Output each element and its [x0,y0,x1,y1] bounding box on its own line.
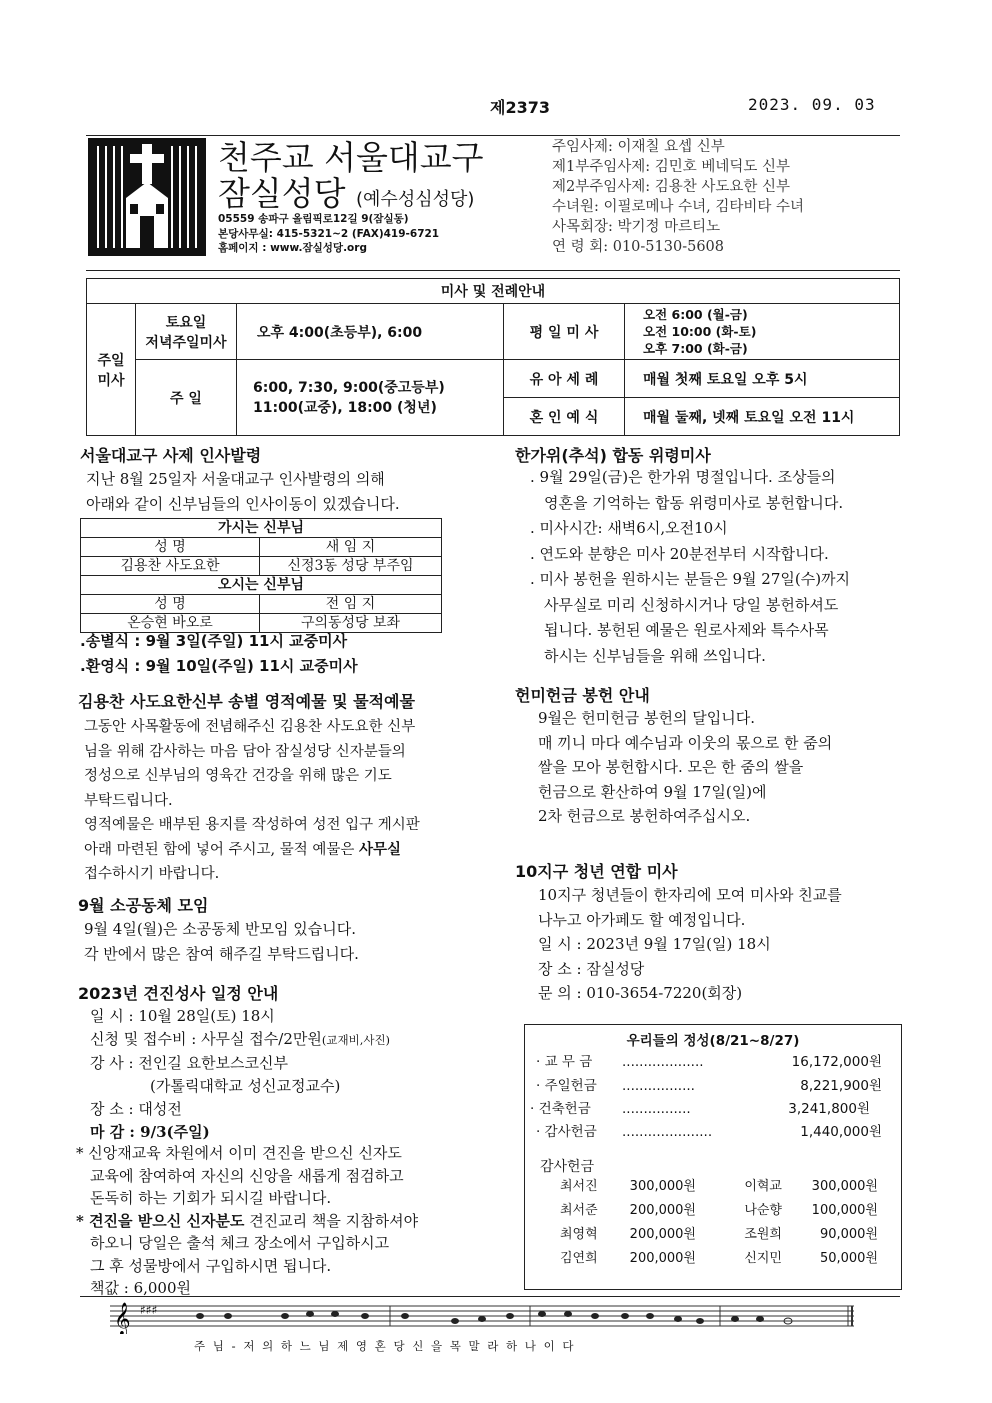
offering-label: · 감사헌금 [536,1124,597,1140]
svg-text:𝄞: 𝄞 [114,1302,131,1334]
staff-list [552,137,804,257]
phone-line: 본당사무실: 415-5321~2 (FAX)419-6721 [218,227,440,240]
body-line: 문 의 : 010-3654-7220(회장) [538,984,743,1002]
donor-amount: 100,000원 [811,1203,878,1218]
saturday-evening-label: 저녁주일미사 [145,334,227,351]
body-line: 일 시 : 2023년 9월 17일(일) 18시 [538,935,771,953]
staff-item: 사목회장: 박기정 마르티노 [552,219,721,235]
issue-number: 제2373 [490,98,550,117]
donor-name: 최영혁 [560,1227,598,1242]
weekday-time: 오전 10:00 (화-토) [643,324,757,339]
offering-dots: ................... [622,1054,704,1070]
body-line: 강 사 : 전인길 요한보스코신부 [90,1054,289,1072]
staff-item: 제1부주임사제: 김민호 베네딕도 신부 [552,159,791,175]
col-new-post: 새 임 지 [260,538,442,557]
website-line: 홈페이지 : www.잠실성당.org [218,242,367,254]
donor-amount: 50,000원 [819,1251,878,1266]
body-line: (가톨릭대학교 성신교정교수) [150,1077,341,1095]
coming-post: 구의동성당 보좌 [260,614,442,633]
body-line: 나누고 아가페도 할 예정입니다. [538,910,746,929]
coming-name: 온승현 바오로 [81,614,260,633]
offering-amount: 3,241,800원 [788,1101,870,1117]
body-line: 2차 헌금으로 봉헌하여주십시오. [538,807,751,825]
infant-baptism-time: 매월 첫째 토요일 오후 5시 [625,360,900,398]
offering-dots: ................ [622,1101,691,1117]
confirmation-body [90,1005,390,1144]
body-line: 님을 위해 감사하는 마음 담아 잠실성당 신자분들의 [84,743,406,760]
staff-item: 수녀원: 이필로메나 수녀, 김타비타 수녀 [552,199,805,215]
section-title-community: 9월 소공동체 모임 [78,896,209,915]
sunday-time: 6:00, 7:30, 9:00(중고등부) [253,379,445,396]
offering-amount: 1,440,000원 [800,1124,882,1140]
donor-name: 이혁교 [744,1179,782,1194]
donor-amount: 300,000원 [629,1179,696,1194]
offering-dots: ..................... [622,1124,713,1140]
donor-amount: 200,000원 [629,1251,696,1266]
offering-label: · 건축헌금 [530,1101,591,1117]
youth-mass-body [538,883,842,1006]
donor-grid [560,1175,878,1271]
body-line: 장 소 : 대성전 [90,1100,182,1118]
body-line: 그동안 사목활동에 전념해주신 김용찬 사도요한 신부 [84,719,416,735]
body-line: 9월 4일(월)은 소공동체 반모임 있습니다. [84,920,356,938]
body-line: 하시는 신부님들을 위해 쓰입니다. [544,646,766,665]
saturday-label: 토요일 [165,314,207,331]
community-body [84,917,359,966]
hymn-lyrics: 주 님 - 저 의 하 느 님 제 영 혼 당 신 을 목 말 라 하 나 이 다 [194,1339,576,1353]
col-prev-post: 전 임 지 [260,595,442,614]
appointment-table [80,518,442,633]
body-line: 매 끼니 마다 예수님과 이웃의 몫으로 한 줌의 [538,733,833,752]
donor-title: 감사헌금 [540,1159,595,1175]
donor-amount: 300,000원 [811,1179,878,1194]
note-line: * 신앙재교육 차원에서 이미 견진을 받으신 신자도 [76,1144,402,1162]
donor-name: 신지민 [744,1251,782,1266]
note-line: 하오니 당일은 출석 체크 장소에서 구입하시고 [90,1234,390,1252]
body-line: 영적예물은 배부된 용지를 작성하여 성전 입구 게시판 [84,817,420,833]
offering-amount: 16,172,000원 [791,1054,882,1070]
donor-name: 나순향 [744,1203,782,1218]
weekday-time: 오전 6:00 (월-금) [643,307,748,322]
confirmation-notes [76,1142,418,1300]
footer-rule [80,1296,900,1297]
parish-name-line1: 천주교 서울대교구 [218,138,484,177]
svg-text:♯♯♯: ♯♯♯ [140,1303,158,1317]
body-line: 아래 마련된 함에 넣어 주시고, 물적 예물은 [84,841,355,858]
parish-title [218,140,484,218]
note-line: 교육에 참여하여 자신의 신앙을 새롭게 점검하고 [90,1166,404,1185]
donor-row [560,1175,878,1199]
offering-row [530,1097,870,1117]
body-line: 10지구 청년들이 한자리에 모여 미사와 친교를 [538,886,842,904]
body-line: 접수하시기 바랍니다. [84,866,220,882]
staff-item: 제2부주임사제: 김용찬 사도요한 신부 [552,179,791,195]
fee-note: (교재비,사진) [321,1033,391,1047]
donor-amount: 200,000원 [629,1227,696,1242]
sunday-time: 11:00(교중), 18:00 (청년) [253,399,437,416]
note-line: 돈독히 하는 기회가 되시길 바랍니다. [90,1189,332,1207]
going-name: 김용찬 사도요한 [81,557,260,576]
going-header: 가시는 신부님 [81,519,442,538]
body-line: 각 반에서 많은 참여 해주길 부탁드립니다. [84,944,359,963]
donor-row [560,1247,878,1271]
offerings-title: 우리들의 정성(8/21~8/27) [626,1033,800,1049]
body-line: . 연도와 분향은 미사 20분전부터 시작합니다. [530,544,829,563]
going-post: 신정3동 성당 부주임 [260,557,442,576]
staff-item: 주임사제: 이재칠 요셉 신부 [552,139,725,155]
note-line: 그 후 성물방에서 구입하시면 됩니다. [90,1256,332,1275]
coming-header: 오시는 신부님 [81,576,442,595]
section-title-confirmation: 2023년 견진성사 일정 안내 [78,984,279,1003]
chuseok-body [530,465,850,669]
infant-baptism-label: 유 아 세 례 [504,360,625,398]
book-price: 책값 : 6,000원 [90,1279,192,1297]
body-line: 9월은 헌미헌금 봉헌의 달입니다. [538,709,755,727]
body-line: 신청 및 접수비 : 사무실 접수/2만원 [90,1030,322,1048]
body-line: 아래와 같이 신부님들의 인사이동이 있겠습니다. [86,494,400,513]
issue-date: 2023. 09. 03 [748,95,876,114]
mass-schedule-table [86,278,900,436]
section-title-offerings: 김용찬 사도요한신부 송별 영적예물 및 물적예물 [78,692,415,711]
note-bold: * 견진을 받으신 신자분도 [76,1211,245,1230]
section-title-appointments: 서울대교구 사제 인사발령 [80,446,262,465]
donor-amount: 90,000원 [819,1227,878,1242]
body-line: . 미사 봉헌을 원하시는 분들은 9월 27일(수)까지 [530,570,851,588]
section-title-rice-offering: 헌미헌금 봉헌 안내 [515,686,650,705]
donor-row [560,1199,878,1223]
note-line: 견진교리 책을 지참하셔야 [244,1211,419,1230]
body-line: 쌀을 모아 봉헌합시다. 모은 한 줌의 쌀을 [538,758,804,776]
sunday-mass-label: 주일 미사 [87,304,136,436]
music-staff [110,1298,854,1352]
parish-subname: (예수성심성당) [356,189,475,210]
col-name: 성 명 [81,538,260,557]
donor-row [560,1223,878,1247]
farewell-line: .송별식 : 9월 3일(주일) 11시 교중미사 [80,632,348,650]
body-line: 부탁드립니다. [84,792,173,809]
body-line: 사무실로 미리 신청하시거나 당일 봉헌하셔도 [544,595,839,614]
offering-row [536,1050,882,1070]
offering-label: · 교 무 금 [536,1054,593,1070]
donor-name: 조원희 [744,1227,782,1242]
section-title-youth-mass: 10지구 청년 연합 미사 [515,862,678,881]
body-line: 영혼을 기억하는 합동 위령미사로 봉헌합니다. [544,493,844,512]
donor-name: 최서준 [560,1203,598,1218]
body-line: . 9월 29일(금)은 한가위 명절입니다. 조상들의 [530,468,836,486]
appointments-body [86,467,400,516]
office-emphasis: 사무실 [359,840,402,858]
offerings-body [84,715,420,887]
rice-offering-body [538,706,832,829]
body-line: 장 소 : 잠실성당 [538,959,645,978]
col-name: 성 명 [81,595,260,614]
section-title-chuseok: 한가위(추석) 합동 위령미사 [515,446,711,465]
donor-name: 김연희 [560,1251,598,1266]
offering-row [536,1120,882,1140]
staff-lines [110,1298,854,1334]
parish-address [218,212,439,256]
header-top-rule [86,135,900,136]
donor-amount: 200,000원 [629,1203,696,1218]
body-line: 지난 8월 25일자 서울대교구 인사발령의 의해 [86,470,385,488]
body-line: 일 시 : 10월 28일(토) 18시 [90,1007,275,1025]
ceremony-dates [80,629,358,678]
parish-name-line2: 잠실성당 [218,174,346,213]
wedding-time: 매월 둘째, 넷째 토요일 오전 11시 [625,398,900,436]
weekday-time: 오후 7:00 (화-금) [643,341,748,356]
wedding-label: 혼 인 예 식 [504,398,625,436]
offering-dots: ................. [622,1078,695,1094]
saturday-times: 오후 4:00(초등부), 6:00 [237,304,504,360]
offering-row [536,1074,882,1094]
welcome-line: .환영식 : 9월 10일(주일) 11시 교중미사 [80,656,358,675]
body-line: . 미사시간: 새벽6시,오전10시 [530,519,728,537]
body-line: 정성으로 신부님의 영육간 건강을 위해 많은 기도 [84,768,392,784]
sunday-label: 주 일 [136,360,237,436]
body-line: 헌금으로 환산하여 9월 17일(일)에 [538,782,767,801]
body-line: 마 감 : 9/3(주일) [90,1123,210,1141]
body-line: 됩니다. 봉헌된 예물은 원로사제와 특수사목 [544,621,829,639]
header-bottom-rule [86,270,900,271]
mass-table-caption: 미사 및 전례안내 [87,279,900,304]
weekday-label: 평 일 미 사 [504,304,625,360]
church-logo [88,138,206,256]
address-line: 05559 송파구 올림픽로12길 9(잠실동) [218,213,409,225]
offering-amount: 8,221,900원 [800,1078,882,1094]
donor-name: 최서진 [560,1179,598,1194]
offering-label: · 주일헌금 [536,1078,597,1094]
staff-item: 연 령 회: 010-5130-5608 [552,239,725,255]
